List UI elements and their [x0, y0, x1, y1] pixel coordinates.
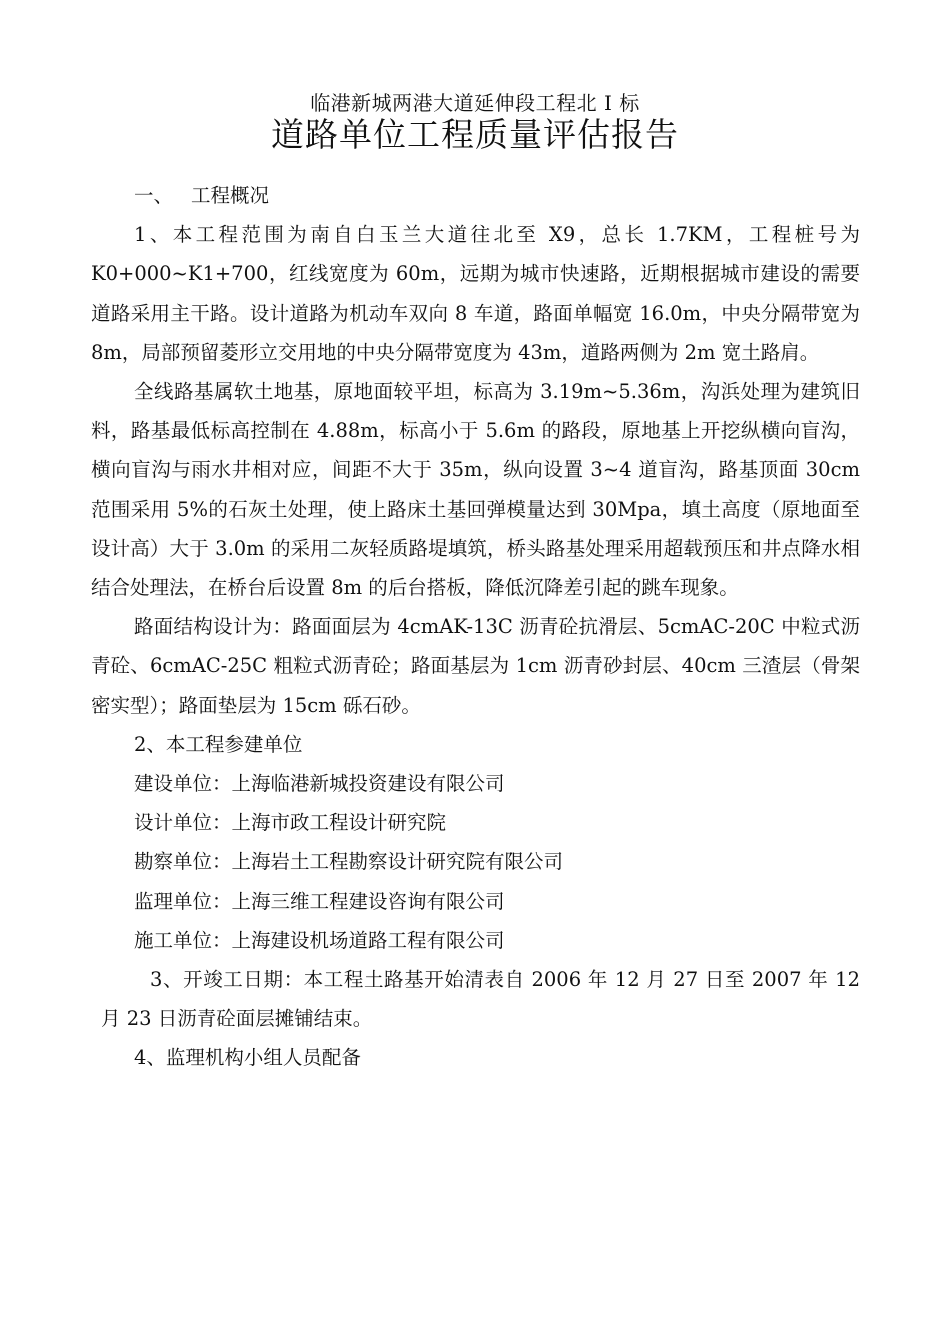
- paragraph-pavement-structure: 路面结构设计为：路面面层为 4cmAK-13C 沥青砼抗滑层、5cmAC-20C 中粒式沥青砼、6cmAC-25C 粗粒式沥青砼；路面基层为 1cm 沥青砂封层、40cm 三渣层（骨架密实型）；路面垫层为 15cm 砾石砂。: [91, 615, 860, 717]
- report-subtitle: 临港新城两港大道延伸段工程北 I 标: [310, 91, 640, 115]
- participant-survey-unit: 勘察单位：上海岩土工程勘察设计研究院有限公司: [134, 850, 564, 874]
- paragraph-project-scope: 1、本工程范围为南自白玉兰大道往北至 X9，总长 1.7KM，工程桩号为 K0+000~K1+700，红线宽度为 60m，远期为城市快速路，近期根据城市建设的需要道路采用主干路。设计道路为机动车双向 8 车道，路面单幅宽 16.0m，中央分隔带宽为 8m，局部预留菱形立交用地的中央分隔带宽度为 43m，道路两侧为 2m 宽土路肩。: [91, 223, 860, 364]
- participant-construction-unit: 建设单位：上海临港新城投资建设有限公司: [134, 772, 505, 796]
- paragraph-dates: 3、开竣工日期：本工程土路基开始清表自 2006 年 12 月 27 日至 2007 年 12 月 23 日沥青砼面层摊铺结束。: [101, 968, 860, 1031]
- section-title: 工程概况: [191, 184, 270, 207]
- participant-supervision-unit: 监理单位：上海三维工程建设咨询有限公司: [134, 889, 505, 913]
- paragraph-subgrade: 全线路基属软土地基，原地面较平坦，标高为 3.19m~5.36m，沟浜处理为建筑旧料，路基最低标高控制在 4.88m，标高小于 5.6m 的路段，原地基上开挖纵横向盲沟，横向盲沟与雨水井相对应，间距不大于 35m，纵向设置 3~4 道盲沟，路基顶面 30cm 范围采用 5%的石灰土处理，使上路床土基回弹模量达到 30Mpa，填土高度（原地面至设计高）大于 3.0m 的采用二灰轻质路堤填筑，桥头路基处理采用超载预压和井点降水相结合处理法，在桥台后设置 8m 的后台搭板，降低沉降差引起的跳车现象。: [91, 380, 860, 600]
- report-body: [91, 176, 860, 1078]
- participant-contractor-unit: 施工单位：上海建设机场道路工程有限公司: [134, 928, 505, 952]
- report-title: 道路单位工程质量评估报告: [271, 115, 679, 154]
- item-heading-participants: 2、本工程参建单位: [134, 732, 303, 756]
- item-heading-staffing: 4、监理机构小组人员配备: [134, 1046, 361, 1070]
- participant-design-unit: 设计单位：上海市政工程设计研究院: [134, 811, 447, 835]
- section-number: 一、: [134, 184, 174, 207]
- section-heading-overview: [91, 176, 860, 215]
